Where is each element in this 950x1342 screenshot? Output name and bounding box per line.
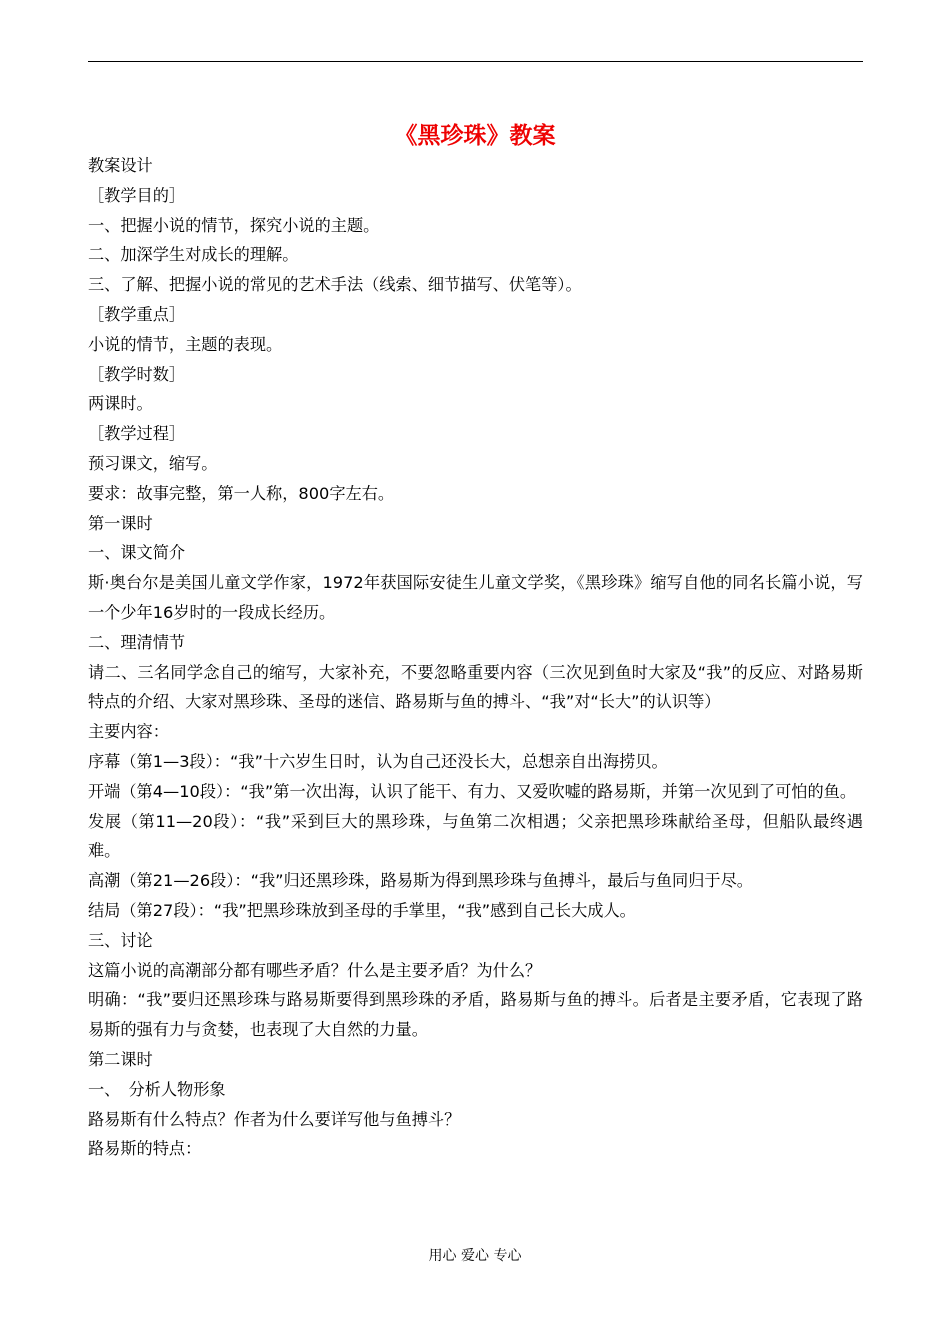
paragraph: 第二课时: [88, 1049, 153, 1069]
paragraph: 路易斯有什么特点？作者为什么要详写他与鱼搏斗？: [88, 1109, 461, 1129]
paragraph: 一、课文简介: [88, 543, 186, 563]
paragraph: 两课时。: [88, 394, 153, 414]
paragraph: 这篇小说的高潮部分都有哪些矛盾？什么是主要矛盾？为什么？: [88, 960, 542, 980]
paragraph: 三、了解、把握小说的常见的艺术手法（线索、细节描写、伏笔等）。: [88, 275, 582, 295]
paragraph: 发展（第11—20段）：“我”采到巨大的黑珍珠，与鱼第二次相遇；父亲把黑珍珠献给圣母，但船队最终遇难。: [88, 811, 863, 861]
paragraph: 二、理清情节: [88, 632, 186, 652]
paragraph: 要求：故事完整，第一人称，800字左右。: [88, 483, 395, 503]
paragraph: 预习课文，缩写。: [88, 453, 218, 473]
paragraph: ［教学时数］: [88, 364, 186, 384]
paragraph: ［教学过程］: [88, 424, 186, 444]
paragraph: 一、 分析人物形象: [88, 1079, 226, 1099]
paragraph: 第一课时: [88, 513, 153, 533]
paragraph: ［教学重点］: [88, 304, 186, 324]
header-rule: [88, 61, 863, 62]
paragraph: 明确：“我”要归还黑珍珠与路易斯要得到黑珍珠的矛盾，路易斯与鱼的搏斗。后者是主要矛盾，它表现了路易斯的强有力与贪婪，也表现了大自然的力量。: [88, 990, 863, 1040]
paragraph: 高潮（第21—26段）：“我”归还黑珍珠，路易斯为得到黑珍珠与鱼搏斗，最后与鱼同归于尽。: [88, 871, 753, 891]
paragraph: 请二、三名同学念自己的缩写，大家补充，不要忽略重要内容（三次见到鱼时大家及“我”的反应、对路易斯特点的介绍、大家对黑珍珠、圣母的迷信、路易斯与鱼的搏斗、“我”对“长大”的认识等）: [88, 662, 863, 712]
paragraph: 二、加深学生对成长的理解。: [88, 245, 299, 265]
paragraph: 一、把握小说的情节，探究小说的主题。: [88, 215, 380, 235]
paragraph: 三、讨论: [88, 930, 153, 950]
document-title: 《黑珍珠》教案: [394, 123, 556, 149]
paragraph: ［教学目的］: [88, 185, 186, 205]
paragraph: 小说的情节，主题的表现。: [88, 334, 283, 354]
page-footer: 用心 爱心 专心: [428, 1248, 522, 1264]
paragraph: 结局（第27段）：“我”把黑珍珠放到圣母的手掌里，“我”感到自己长大成人。: [88, 900, 636, 920]
paragraph: 序幕（第1—3段）：“我”十六岁生日时，认为自己还没长大，总想亲自出海捞贝。: [88, 751, 668, 771]
document-body: [88, 151, 863, 1164]
paragraph: 路易斯的特点：: [88, 1139, 202, 1159]
paragraph: 开端（第4—10段）：“我”第一次出海，认识了能干、有力、又爱吹嘘的路易斯，并第一次见到了可怕的鱼。: [88, 781, 857, 801]
paragraph: 主要内容：: [88, 722, 169, 742]
paragraph: 斯·奥台尔是美国儿童文学作家，1972年获国际安徒生儿童文学奖，《黑珍珠》缩写自他的同名长篇小说，写一个少年16岁时的一段成长经历。: [88, 573, 863, 622]
paragraph: 教案设计: [88, 156, 153, 175]
